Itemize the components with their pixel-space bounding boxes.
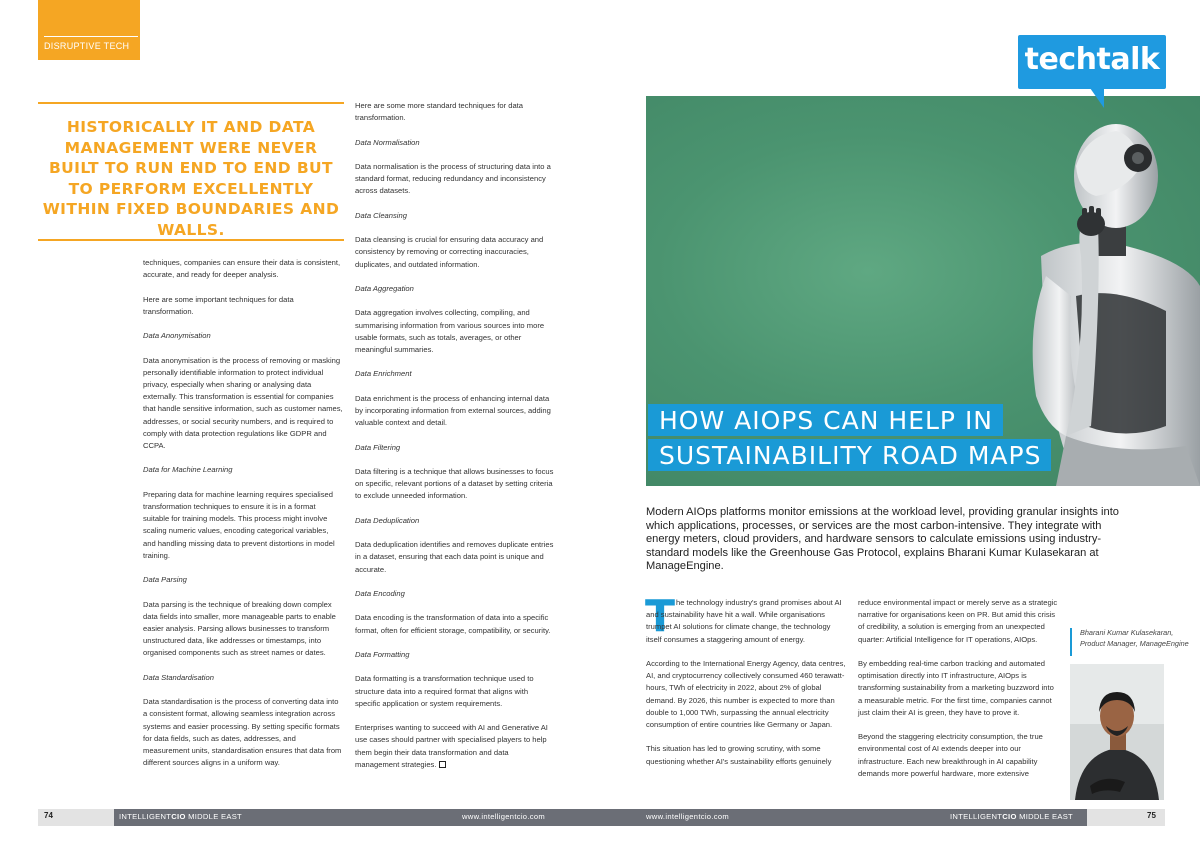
article-column-3 bbox=[645, 591, 846, 780]
masthead-bold: CIO bbox=[1002, 812, 1017, 821]
paragraph bbox=[355, 722, 555, 771]
page-number-right: 75 bbox=[1147, 811, 1156, 820]
subheading: Data Deduplication bbox=[355, 515, 420, 525]
end-mark-icon bbox=[439, 761, 446, 768]
website-url-left: www.intelligentcio.com bbox=[462, 812, 545, 821]
paragraph: According to the International Energy Agency, data centres, AI, and cryptocurrency collectively consumed 460 terawatt-hours, TWh of electricity in 2022, about 2% of global demand. By 2026, this number is expected to more than double to 1,000 TWh, surpassing the annual electricity consumption of entire countries like Germany or Japan. bbox=[646, 659, 846, 730]
page-number-left: 74 bbox=[44, 811, 53, 820]
headline-line-1: HOW AIOPS CAN HELP IN bbox=[648, 404, 1003, 436]
subheading: Data Cleansing bbox=[355, 210, 407, 220]
portrait-caption: Bharani Kumar Kulasekaran, Product Manager, ManageEngine bbox=[1080, 628, 1189, 648]
paragraph: Here are some more standard techniques for data transformation. bbox=[355, 101, 523, 123]
pull-quote: HISTORICALLY IT AND DATA MANAGEMENT WERE NEVER BUILT TO RUN END TO END BUT TO PERFORM EXCELLENTLY WITHIN FIXED BOUNDARIES AND WALLS. bbox=[42, 118, 340, 239]
section-tag-block bbox=[38, 0, 140, 60]
subheading: Data Parsing bbox=[143, 575, 187, 585]
caption-rule bbox=[1070, 628, 1072, 656]
paragraph: Data anonymisation is the process of removing or masking personally identifiable information to protect individual privacy, especially when sharing or analysing data externally. This transformation is essential for companies that handle sensitive information, such as customer names, addresses, or social security numbers, and is required to comply with data protection regulations like GDPR and CCPA. bbox=[143, 355, 343, 450]
paragraph: reduce environmental impact or merely serve as a strategic narrative for organisations keen on PR. But amid this crisis of credibility, a solution is emerging from an unexpected quarter: Artificial Intelligence for IT operations, AIOps. bbox=[858, 598, 1058, 644]
paragraph: By embedding real-time carbon tracking and automated optimisation directly into IT infrastructure, AIOps is transforming sustainability from a marketing buzzword into a measurable metric. For the first time, companies cannot just claim their AI is green, they have to prove it. bbox=[858, 659, 1054, 717]
paragraph: Data filtering is a technique that allows businesses to focus on specific, relevant portions of a dataset by setting criteria to exclude unneeded information. bbox=[355, 466, 554, 501]
headline-line-2: SUSTAINABILITY ROAD MAPS bbox=[648, 439, 1051, 471]
subheading: Data Encoding bbox=[355, 588, 405, 598]
closing-paragraph: Enterprises wanting to succeed with AI and Generative AI use cases should partner with specialised players to help them begin their data transformation and data management strategies. bbox=[355, 723, 548, 769]
subheading: Data Formatting bbox=[355, 649, 410, 659]
subheading: Data Filtering bbox=[355, 442, 401, 452]
paragraph: Data cleansing is crucial for ensuring data accuracy and consistency by removing or correcting inaccuracies, duplicates, and outdated information. bbox=[355, 235, 544, 269]
pull-quote-top-rule bbox=[38, 102, 344, 104]
masthead-suffix: MIDDLE EAST bbox=[185, 812, 243, 821]
paragraph: Data enrichment is the process of enhancing internal data by incorporating information from external sources, adding valuable context and detail. bbox=[355, 393, 551, 428]
website-url-right: www.intelligentcio.com bbox=[646, 812, 729, 821]
paragraph: Data standardisation is the process of converting data into a consistent format, allowing seamless integration across systems and easier processing. By setting specific formats for data fields, such as dates, addresses, and measurement units, standardisation ensures that data from different sources aligns in a uniform way. bbox=[143, 697, 342, 768]
paragraph: Data encoding is the transformation of data into a specific format, often for efficient storage, compatibility, or security. bbox=[355, 613, 551, 635]
first-paragraph: he technology industry's grand promises about AI and sustainability have hit a wall. While organisations trumpet AI solutions for climate change, the technology itself consumes a staggering amount of energy. bbox=[646, 598, 842, 644]
masthead-suffix: MIDDLE EAST bbox=[1016, 812, 1074, 821]
paragraph: Data deduplication identifies and removes duplicate entries in a dataset, ensuring that each data point is unique and accurate. bbox=[355, 540, 554, 574]
article-column-2 bbox=[355, 100, 555, 783]
section-tag-rule bbox=[44, 36, 138, 37]
paragraph bbox=[645, 591, 846, 646]
portrait-illustration bbox=[1070, 664, 1164, 800]
subheading: Data Enrichment bbox=[355, 369, 412, 379]
techtalk-badge-pointer bbox=[1090, 88, 1104, 108]
paragraph: Here are some important techniques for data transformation. bbox=[143, 294, 294, 316]
subheading: Data Normalisation bbox=[355, 137, 420, 147]
article-column-1 bbox=[143, 257, 343, 782]
subheading: Data Aggregation bbox=[355, 283, 414, 293]
masthead-bold: CIO bbox=[171, 812, 186, 821]
section-tag: DISRUPTIVE TECH bbox=[44, 41, 130, 51]
paragraph: Data parsing is the technique of breaking down complex data fields into smaller, more manageable parts to enable easier analysis. Parsing allows businesses to transform unstructured data, like addresses or timestamps, into organised components such as street names or dates. bbox=[143, 599, 336, 658]
paragraph: Beyond the staggering electricity consumption, the true environmental cost of AI extends deeper into our infrastructure. Each new breakthrough in AI capability demands more powerful hardware, more extensive bbox=[858, 732, 1043, 778]
masthead-right bbox=[950, 812, 1073, 821]
paragraph: Data aggregation involves collecting, compiling, and summarising information from various sources into more usable formats, such as totals, averages, or other meaningful summaries. bbox=[355, 308, 545, 354]
paragraph: Preparing data for machine learning requires specialised transformation techniques to ensure it is in a format suitable for training models. This process might involve scaling numeric values, encoding categorical variables, and handling missing data to prevent distortions in model training. bbox=[143, 489, 335, 560]
portrait-photo bbox=[1070, 664, 1164, 800]
paragraph: techniques, companies can ensure their data is consistent, accurate, and ready for deeper analysis. bbox=[143, 258, 341, 280]
subheading: Data Anonymisation bbox=[143, 331, 211, 341]
masthead-left bbox=[119, 812, 242, 821]
paragraph: Data normalisation is the process of structuring data into a standard format, reducing redundancy and inconsistency across datasets. bbox=[355, 161, 551, 196]
paragraph: Data formatting is a transformation technique used to structure data into a required format that aligns with specific application or system requirements. bbox=[355, 674, 534, 708]
article-column-4 bbox=[858, 597, 1058, 792]
pull-quote-bottom-rule bbox=[38, 239, 344, 241]
masthead-prefix: INTELLIGENT bbox=[950, 812, 1003, 821]
drop-cap: T bbox=[645, 591, 676, 642]
subheading: Data for Machine Learning bbox=[143, 465, 233, 475]
techtalk-logo-text: techtalk bbox=[1024, 42, 1160, 77]
masthead-prefix: INTELLIGENT bbox=[119, 812, 172, 821]
paragraph: This situation has led to growing scrutiny, with some questioning whether AI's sustainability efforts genuinely bbox=[646, 744, 832, 766]
standfirst: Modern AIOps platforms monitor emissions at the workload level, providing granular insights into which applications, processes, or services are the most carbon-intensive. They integrate with energy meters, cloud providers, and hardware sensors to calculate emissions using industry-standard models like the Greenhouse Gas Protocol, explains Bharani Kumar Kulasekaran at ManageEngine. bbox=[646, 506, 1119, 573]
subheading: Data Standardisation bbox=[143, 672, 214, 682]
